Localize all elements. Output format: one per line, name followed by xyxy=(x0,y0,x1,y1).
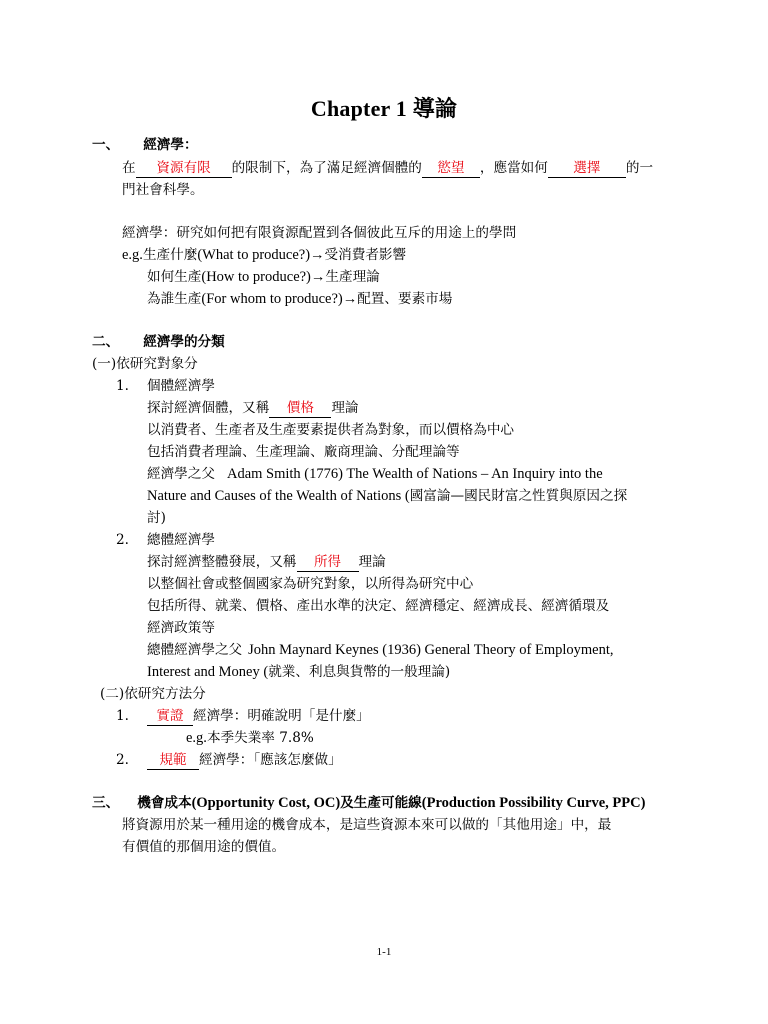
definition-line-1 xyxy=(122,157,653,179)
item-number: 2. xyxy=(116,532,129,548)
section-1-heading xyxy=(92,134,198,156)
positive-example xyxy=(186,727,314,749)
fill-blank-desire: 慾望 xyxy=(422,159,480,178)
fill-blank-price: 價格 xyxy=(269,399,331,418)
section-title: 經濟學的分類 xyxy=(143,334,225,350)
subsection-by-method: (二)依研究方法分 xyxy=(100,686,206,702)
micro-title: 個體經濟學 xyxy=(147,378,215,394)
text: 國富論—國民財富之性質與原因之探 xyxy=(409,488,628,504)
text: 在 xyxy=(122,160,136,176)
macro-line-6 xyxy=(147,661,450,683)
text: John Maynard Keynes (1936) General Theory of Employment, xyxy=(248,642,614,658)
economics-definition: 經濟學：研究如何把有限資源配置到各個彼此互斥的用途上的學問 xyxy=(122,225,517,241)
text: (For whom to produce?)→ xyxy=(201,291,358,307)
text: 理論 xyxy=(358,554,386,570)
text: 生產理論 xyxy=(325,269,380,285)
micro-line-4 xyxy=(147,463,603,485)
section-3-heading xyxy=(92,792,645,814)
text: 總體經濟學之父 xyxy=(147,642,243,658)
example-whom xyxy=(147,288,452,310)
text: (What to produce?)→ xyxy=(197,247,325,263)
micro-line-6: 討) xyxy=(147,510,166,526)
fill-blank-income: 所得 xyxy=(297,553,359,572)
fill-blank-positive: 實證 xyxy=(147,707,193,726)
text: (Production Possibility Curve, PPC) xyxy=(421,795,646,811)
text: 就業、利息與貨幣的一般理論) xyxy=(268,664,451,680)
text: 本季失業率 7.8% xyxy=(206,730,314,746)
section-number: 三、 xyxy=(92,795,120,811)
text: 如何生產 xyxy=(147,269,202,285)
text: 機會成本 xyxy=(137,795,192,811)
text: 為誰生產 xyxy=(147,291,202,307)
item-number: 2. xyxy=(116,752,129,768)
macro-line-1 xyxy=(147,551,386,573)
text: ，應當如何 xyxy=(479,160,548,176)
text: e.g. xyxy=(122,247,143,263)
text: (How to produce?)→ xyxy=(201,269,326,285)
micro-line-2: 以消費者、生產者及生產要素提供者為對象，而以價格為中心 xyxy=(147,422,515,438)
text: 探討經濟個體，又稱 xyxy=(147,400,270,416)
page-title: Chapter 1 導論 xyxy=(310,96,458,121)
macro-line-2: 以整個社會或整個國家為研究對象，以所得為研究中心 xyxy=(147,576,474,592)
section-2-heading xyxy=(92,331,225,353)
opportunity-cost-line-2: 有價值的那個用途的價值。 xyxy=(122,839,286,855)
text: 經濟學之父 xyxy=(147,466,215,482)
text: 經濟學：明確說明「是什麼」 xyxy=(193,708,370,724)
normative-economics-line xyxy=(147,749,342,771)
text: 探討經濟整體發展，又稱 xyxy=(147,554,297,570)
text: Adam Smith (1776) The Wealth of Nations – An Inquiry into the xyxy=(226,466,603,482)
text: 經濟學：「應該怎麼做」 xyxy=(199,752,342,768)
macro-title: 總體經濟學 xyxy=(147,532,215,548)
text: 受消費者影響 xyxy=(324,247,407,263)
macro-line-5 xyxy=(147,639,614,661)
text: 配置、要素市場 xyxy=(357,291,453,307)
micro-line-5 xyxy=(147,485,627,507)
section-number: 二、 xyxy=(92,334,120,350)
section-title: 經濟學： xyxy=(143,137,198,153)
text: Nature and Causes of the Wealth of Nations ( xyxy=(147,488,410,504)
text: 及生產可能線 xyxy=(340,795,422,811)
micro-line-3: 包括消費者理論、生產理論、廠商理論、分配理論等 xyxy=(147,444,460,460)
fill-blank-choice: 選擇 xyxy=(548,159,626,178)
section-number: 一、 xyxy=(92,137,120,153)
page-number: 1-1 xyxy=(376,946,392,958)
example-what xyxy=(122,244,406,266)
text: 理論 xyxy=(331,400,359,416)
text: (Opportunity Cost, OC) xyxy=(191,795,341,811)
opportunity-cost-line-1: 將資源用於某一種用途的機會成本，是這些資源本來可以做的「其他用途」中，最 xyxy=(122,817,612,833)
macro-line-3: 包括所得、就業、價格、產出水準的決定、經濟穩定、經濟成長、經濟循環及 xyxy=(147,598,610,614)
definition-line-2: 門社會科學。 xyxy=(122,182,204,198)
text: e.g. xyxy=(186,730,207,746)
fill-blank-resources: 資源有限 xyxy=(136,159,232,178)
text: 生產什麼 xyxy=(142,247,198,263)
positive-economics-line xyxy=(147,705,370,727)
item-number: 1. xyxy=(116,378,129,394)
example-how xyxy=(147,266,380,288)
text: 的一 xyxy=(625,160,654,176)
item-number: 1. xyxy=(116,708,129,724)
fill-blank-normative: 規範 xyxy=(147,751,199,770)
macro-line-4: 經濟政策等 xyxy=(147,620,215,636)
text: Interest and Money ( xyxy=(147,664,269,680)
text: 的限制下，為了滿足經濟個體的 xyxy=(231,160,422,176)
subsection-by-object: (一)依研究對象分 xyxy=(92,356,198,372)
micro-line-1 xyxy=(147,397,359,419)
